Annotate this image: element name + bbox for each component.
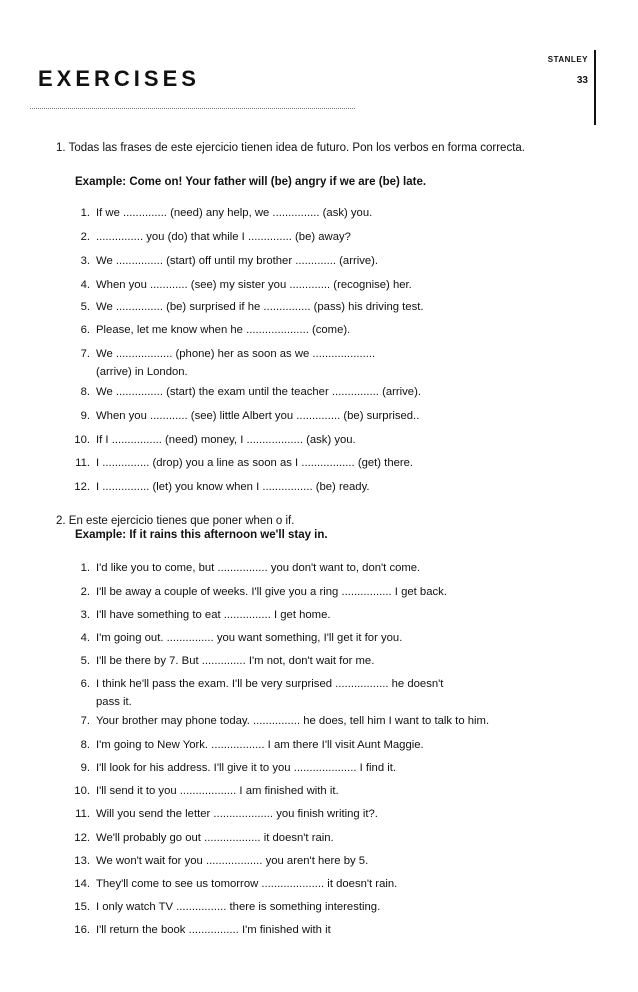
item-number: 8.: [80, 386, 90, 398]
header-vertical-rule: [594, 50, 596, 125]
item-number: 5.: [80, 655, 90, 667]
item-text: I think he'll pass the exam. I'll be very surprised ................. he doesn't: [96, 678, 444, 690]
item-number: 1.: [80, 562, 90, 574]
section1-example: Example: Come on! Your father will (be) angry if we are (be) late.: [75, 176, 427, 188]
item-number: 3.: [80, 609, 90, 621]
item-text: Your brother may phone today. ............... he does, tell him I want to talk to him.: [96, 715, 490, 727]
item-number: 15.: [74, 901, 90, 913]
item-number: 10.: [74, 434, 90, 446]
header-brand: STANLEY: [547, 55, 588, 64]
item-number: 16.: [74, 924, 90, 936]
dotted-divider: [30, 108, 355, 109]
item-text: When you ............ (see) little Albert you .............. (be) surprised..: [96, 410, 420, 422]
item-text: We ............... (start) the exam until the teacher ............... (arrive).: [96, 386, 421, 398]
item-text: Will you send the letter ................... you finish writing it?.: [96, 808, 378, 820]
item-number: 9.: [80, 762, 90, 774]
item-number: 5.: [80, 301, 90, 313]
item-text: I'll look for his address. I'll give it to you .................... I find it.: [96, 762, 397, 774]
item-number: 8.: [80, 739, 90, 751]
item-text: We .................. (phone) her as soon as we ....................: [96, 348, 376, 360]
item-number: 9.: [80, 410, 90, 422]
item-text: I'll be there by 7. But .............. I'm not, don't wait for me.: [96, 655, 375, 667]
item-number: 11.: [75, 457, 90, 469]
item-text: I only watch TV ................ there is something interesting.: [96, 901, 381, 913]
item-text: I'd like you to come, but ................ you don't want to, don't come.: [96, 562, 421, 574]
item-number: 1.: [80, 207, 90, 219]
item-number: 14.: [74, 878, 90, 890]
item-number: 12.: [74, 481, 90, 493]
item-text: Please, let me know when he .................... (come).: [96, 324, 351, 336]
item-number: 6.: [80, 324, 90, 336]
item-text: I ............... (drop) you a line as soon as I ................. (get) there.: [96, 457, 414, 469]
item-text: When you ............ (see) my sister you ............. (recognise) her.: [96, 279, 412, 291]
item-text: We ............... (start) off until my brother ............. (arrive).: [96, 255, 379, 267]
item-text: We ............... (be) surprised if he ............... (pass) his driving test.: [96, 301, 424, 313]
item-text: I'll have something to eat ............... I get home.: [96, 609, 331, 621]
item-number: 13.: [74, 855, 90, 867]
item-text: I'm going out. ............... you want something, I'll get it for you.: [96, 632, 403, 644]
section2-example: Example: If it rains this afternoon we'll stay in.: [75, 529, 328, 541]
item-number: 12.: [74, 832, 90, 844]
item-number: 7.: [80, 715, 90, 727]
item-text: They'll come to see us tomorrow .................... it doesn't rain.: [96, 878, 398, 890]
page-title: EXERCISES: [38, 66, 200, 91]
item-text: I'll return the book ................ I'm finished with it: [96, 924, 331, 936]
item-text: ............... you (do) that while I .............. (be) away?: [96, 231, 351, 243]
item-text: I'll be away a couple of weeks. I'll give you a ring ................ I get back.: [96, 586, 447, 598]
item-text: If I ................ (need) money, I .................. (ask) you.: [96, 434, 356, 446]
item-number: 4.: [80, 279, 90, 291]
item-number: 2.: [80, 586, 90, 598]
section2-instruction: 2. En este ejercicio tienes que poner when o if.: [56, 515, 295, 527]
item-text-continuation: pass it.: [96, 696, 132, 708]
item-number: 10.: [74, 785, 90, 797]
item-number: 6.: [80, 678, 90, 690]
item-text: I'm going to New York. ................. I am there I'll visit Aunt Maggie.: [96, 739, 424, 751]
section1-instruction: 1. Todas las frases de este ejercicio tienen idea de futuro. Pon los verbos en forma correcta.: [56, 142, 525, 154]
item-text: We won't wait for you .................. you aren't here by 5.: [96, 855, 369, 867]
item-text: If we .............. (need) any help, we ............... (ask) you.: [96, 207, 373, 219]
item-text: I'll send it to you .................. I am finished with it.: [96, 785, 339, 797]
item-number: 11.: [75, 808, 90, 820]
item-number: 4.: [80, 632, 90, 644]
page-number: 33: [576, 75, 588, 86]
item-text: I ............... (let) you know when I ................ (be) ready.: [96, 481, 370, 493]
item-text-continuation: (arrive) in London.: [96, 366, 188, 378]
item-number: 2.: [80, 231, 90, 243]
item-number: 3.: [80, 255, 90, 267]
item-text: We'll probably go out .................. it doesn't rain.: [96, 832, 334, 844]
item-number: 7.: [80, 348, 90, 360]
